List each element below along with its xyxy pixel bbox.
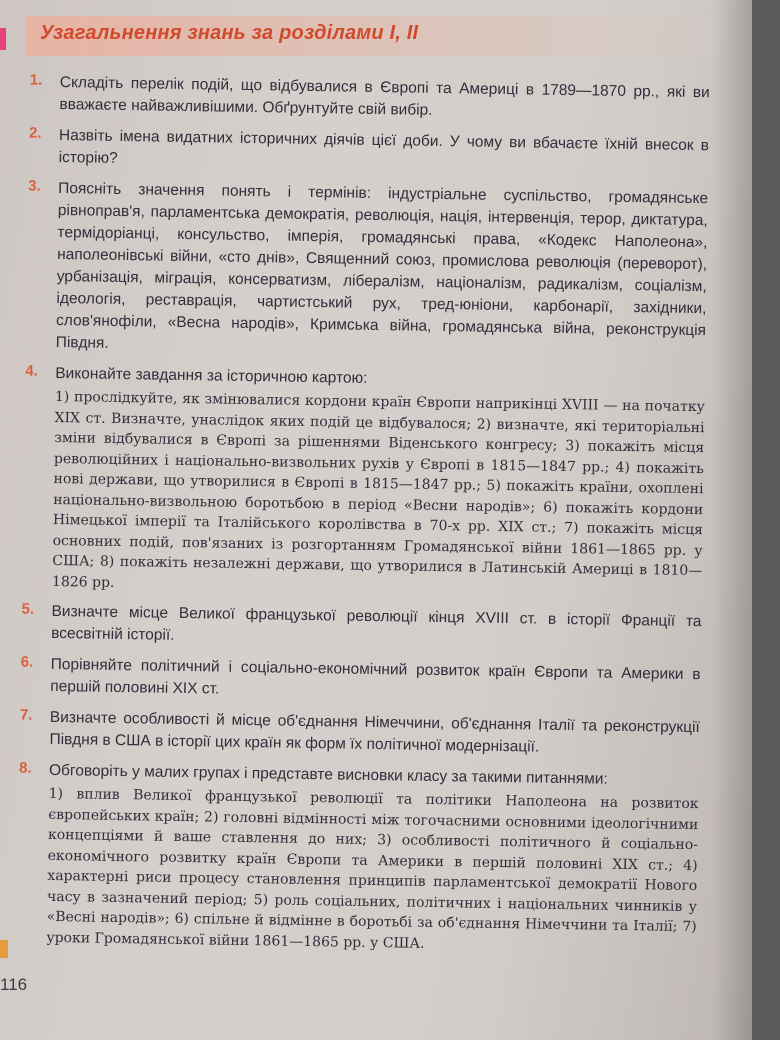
page-number: 116 <box>0 975 28 994</box>
question-number: 1. <box>29 71 43 89</box>
section-edge-marker <box>0 28 6 50</box>
question-subtasks: 1) вплив Великої французької революції та політики Наполеона на розвиток європейських країн; 2) головні відмінності між тогочасними основними ідеологічними концепціями й ваше ставлення до них; 3) особливості політичного й соціально-економічного розвитку країн Європи та Америки в першій половині XIX ст.; 4) характерні риси процесу становлення принципів парламентської демократії Нового часу в зазначений період; 5) роль соціальних, політичних і національних чинників у «Весні народів»; 6) спільне й відмінне в боротьбі за об'єднання Німеччини та Італії; 7) уроки Громадянської війни 1861—1865 рр. у США. <box>46 785 699 952</box>
question-text: Обговоріть у малих групах і представте висновки класу за такими питаннями: <box>48 761 608 788</box>
question-number: 2. <box>28 124 42 142</box>
question-number: 6. <box>20 653 34 671</box>
question-item <box>20 653 701 708</box>
question-list <box>18 71 710 967</box>
question-item <box>28 177 709 364</box>
question-subtasks: 1) прослідкуйте, як змінювалися кордони країн Європи наприкінці XVIII — на початку XIX ст. Визначте, унаслідок яких подій це відбувалося; 2) визначте, які територіальні зміни відбувалися в Європі за рішеннями Віденського конгресу; 3) покажіть місця революційних і національно-визвольних рухів у Європі в 1815—1847 рр.; 4) покажіть нові держави, що утворилися в Європі в 1815—1847 рр.; 5) покажіть країни, охоплені національно-визвольною боротьбою в період «Весни народів»; 6) покажіть кордони Німецької імперії та Італійського королівства в 70-х рр. XIX ст.; 7) покажіть місця основних подій, пов'язаних із розгортанням Громадянської війни 1861—1865 рр. у США; 8) покажіть незалежні держави, що утворилися в Латинській Америці в 1810—1826 рр. <box>51 388 705 591</box>
question-item <box>21 600 702 655</box>
section-header <box>26 16 726 56</box>
question-number: 5. <box>21 600 35 618</box>
question-text: Складіть перелік подій, що відбувалися в Європі та Америці в 1789—1870 рр., які ви вважаєте найважливішими. Обґрунтуйте свій вибір. <box>59 73 710 119</box>
question-number: 7. <box>19 706 33 724</box>
section-title: Узагальнення знань за розділами I, II <box>40 22 419 44</box>
question-text: Виконайте завдання за історичною картою: <box>55 364 368 387</box>
question-item <box>19 706 700 761</box>
question-text: Поясніть значення понять і термінів: індустріальне суспільство, громадянське рівноправ'я, парламентська демократія, революція, нація, інтервенція, терор, диктатура, термідоріанці, консульство, імперія, громадянські права, «Кодекс Наполеона», наполеонівські війни, «сто днів», Священний союз, промислова революція (переворот), урбанізація, міграція, консерватизм, лібералізм, націоналізм, радикалізм, соціалізм, ідеологія, реставрація, чартистський рух, тред-юніони, карбонарії, західники, слов'янофіли, «Весна народів», Кримська війна, громадянська війна, реконструкція Півдня. <box>55 179 709 352</box>
question-number: 8. <box>18 759 32 777</box>
question-item <box>29 71 710 126</box>
question-text: Визначте особливості й місце об'єднання Німеччини, об'єднання Італії та реконструкції Півдня в США в історії цих країн як форм їх політичної модернізації. <box>49 708 700 756</box>
question-item <box>25 362 706 602</box>
question-text: Визначте місце Великої французької революції кінця XVIII ст. в історії Франції та всесвітній історії. <box>51 602 702 644</box>
question-number: 3. <box>28 177 41 195</box>
question-number: 4. <box>25 362 38 380</box>
question-item <box>28 124 710 179</box>
page-edge-marker <box>0 940 8 958</box>
question-text: Порівняйте політичний і соціально-економічний розвиток країн Європи та Америки в першій половині XIX ст. <box>50 655 701 698</box>
question-item <box>18 759 699 958</box>
question-text: Назвіть імена видатних історичних діячів цієї доби. У чому ви вбачаєте їхній внесок в історію? <box>58 126 710 167</box>
